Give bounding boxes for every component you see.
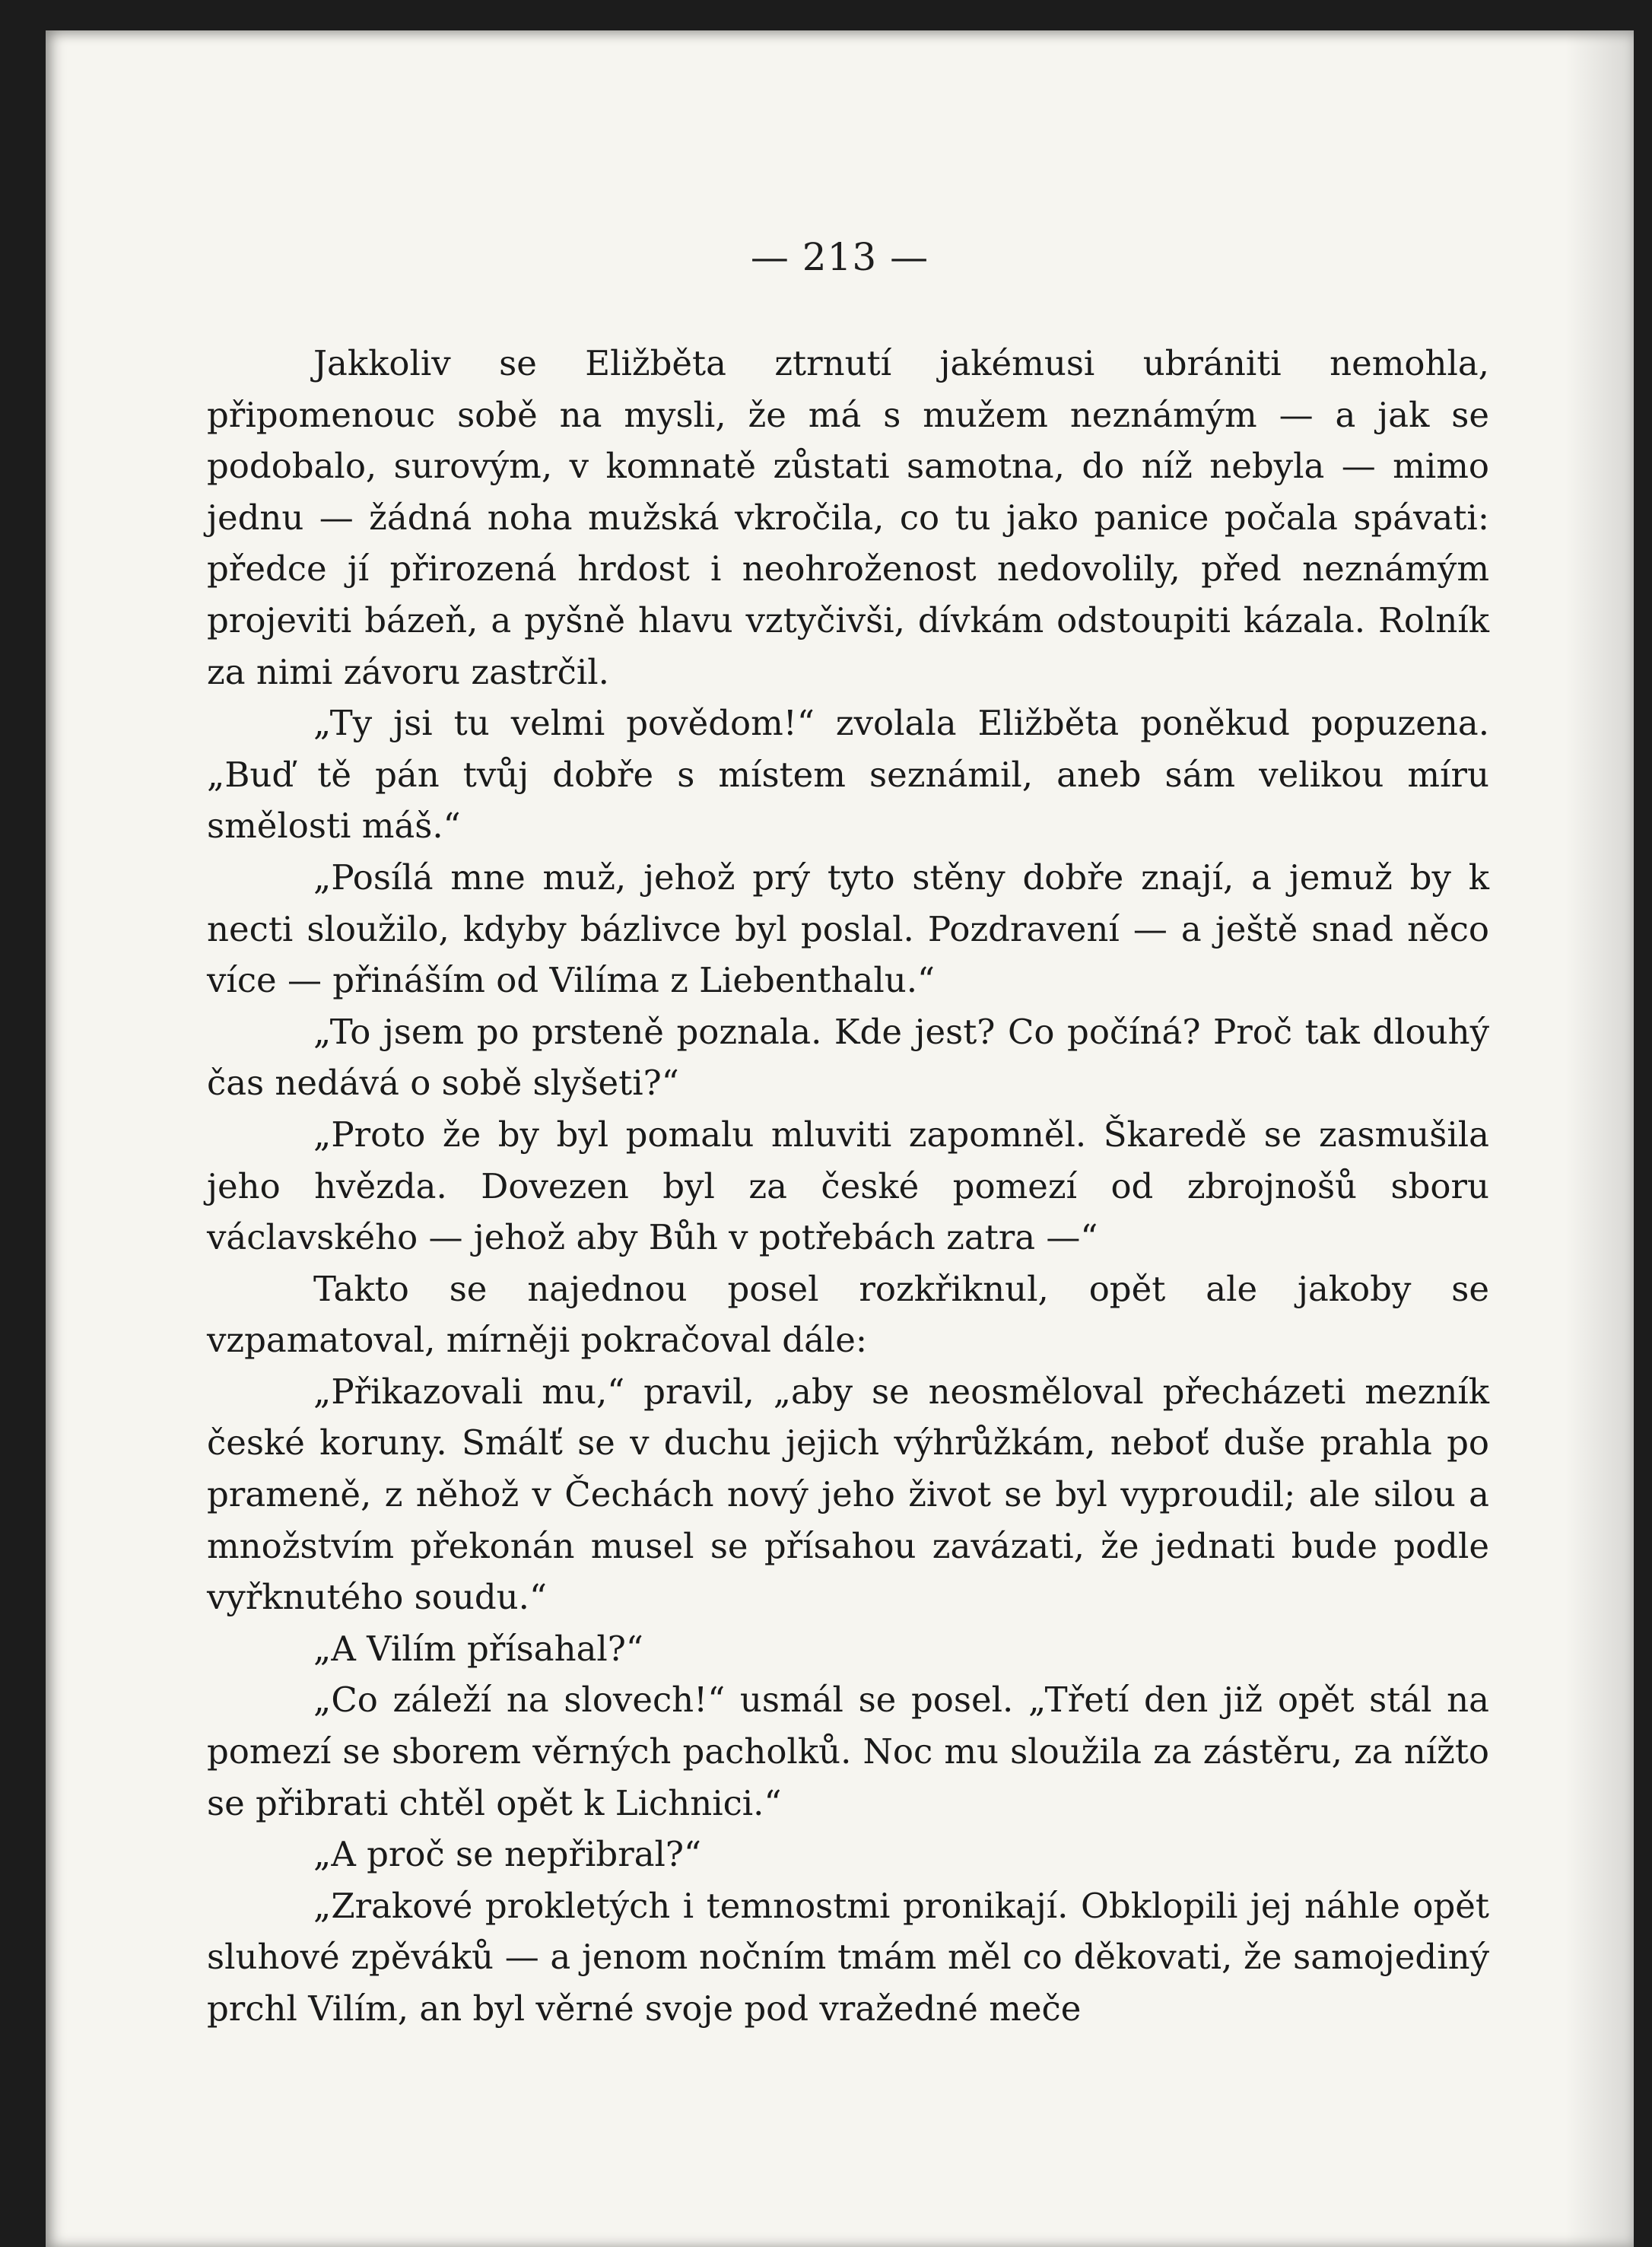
book-page: [46, 30, 1634, 2247]
body-text: [207, 338, 1489, 2035]
paragraph: „Zrakové prokletých i temnostmi pronikají. Obklopili jej náhle opět sluhové zpěváků — a jenom nočním tmám měl co děkovati, že samojediný prchl Vilím, an byl věrné svoje pod vražedné meče: [207, 1885, 1489, 2029]
paragraph: „Proto že by byl pomalu mluviti zapomněl. Škaredě se zasmušila jeho hvězda. Dovezen byl za české pomezí od zbrojnošů sboru václavského — jehož aby Bůh v potřebách zatra —“: [207, 1114, 1489, 1258]
paragraph: „Co záleží na slovech!“ usmál se posel. „Třetí den již opět stál na pomezí se sborem věrných pacholků. Noc mu sloužila za zástěru, za nížto se přibrati chtěl opět k Lichnici.“: [207, 1680, 1489, 1823]
paragraph: „Ty jsi tu velmi povědom!“ zvolala Eližběta poněkud popuzena. „Buď tě pán tvůj dobře s místem seznámil, aneb sám velikou míru smělosti máš.“: [207, 703, 1489, 847]
page-number: — 213 —: [750, 235, 929, 279]
paragraph: „To jsem po prsteně poznala. Kde jest? Co počíná? Proč tak dlouhý čas nedává o sobě slyšeti?“: [207, 1011, 1489, 1104]
paragraph: „Přikazovali mu,“ pravil, „aby se neosměloval přecházeti mezník české koruny. Smálť se v duchu jejich výhrůžkám, neboť duše prahla po prameně, z něhož v Čechách nový jeho život se byl vyproudil; ale silou a množstvím překonán musel se přísahou zavázati, že jednati bude podle vyřknutého soudu.“: [207, 1371, 1489, 1618]
paragraph: Jakkoliv se Eližběta ztrnutí jakémusi ubrániti nemohla, připomenouc sobě na mysli, že má s mužem neznámým — a jak se podobalo, surovým, v komnatě zůstati samotna, do níž nebyla — mimo jednu — žádná noha mužská vkročila, co tu jako panice počala spávati: předce jí přirozená hrdost i neohroženost nedovolily, před neznámým projeviti bázeň, a pyšně hlavu vztyčivši, dívkám odstoupiti kázala. Rolník za nimi závoru zastrčil.: [207, 343, 1489, 692]
paragraph: „A Vilím přísahal?“: [313, 1628, 643, 1669]
paragraph: Takto se najednou posel rozkřiknul, opět ale jakoby se vzpamatoval, mírněji pokračoval dále:: [207, 1268, 1489, 1361]
paragraph: „Posílá mne muž, jehož prý tyto stěny dobře znají, a jemuž by k necti sloužilo, kdyby bázlivce byl poslal. Pozdravení — a ještě snad něco více — přináším od Vilíma z Liebenthalu.“: [207, 857, 1489, 1001]
paragraph: „A proč se nepřibral?“: [313, 1834, 702, 1875]
